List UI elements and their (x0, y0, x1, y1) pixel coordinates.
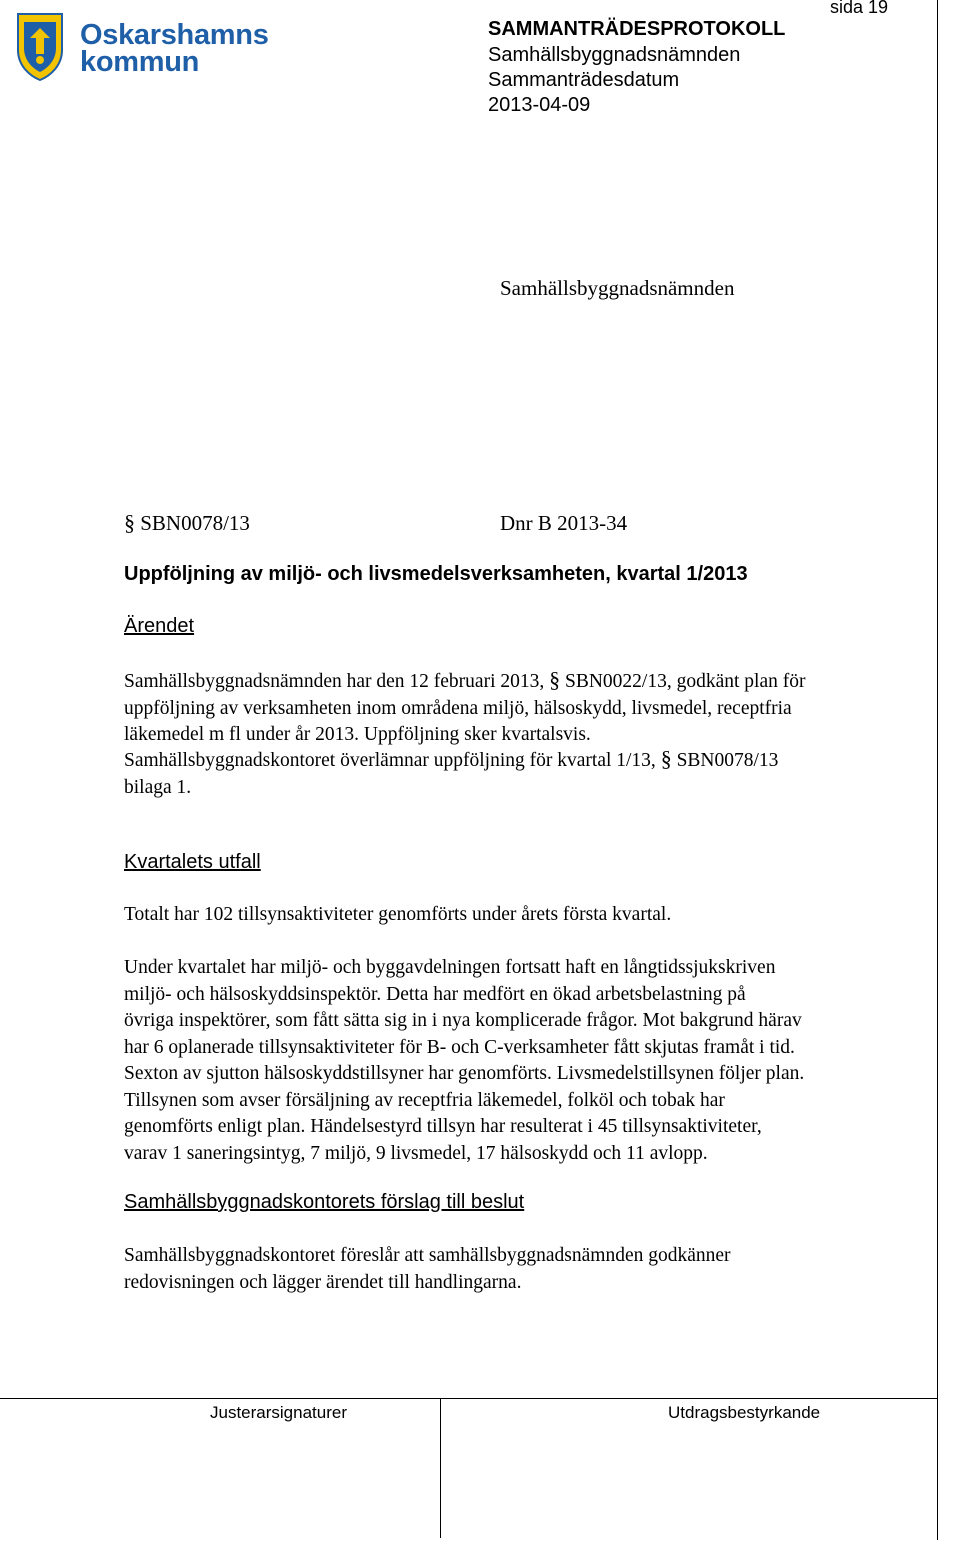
paragraph-line: Samhällsbyggnadskontoret föreslår att samhällsbyggnadsnämnden godkänner (124, 1245, 731, 1266)
logo-wordmark (80, 19, 269, 78)
paragraph-line: Under kvartalet har miljö- och byggavdelningen fortsatt haft en långtidssjukskriven (124, 957, 776, 978)
paragraph-line: Sexton av sjutton hälsoskyddstillsyner har genomförts. Livsmedelstillsynen följer plan. (124, 1063, 805, 1084)
case-id: SBN0078/13 (140, 511, 250, 535)
arendet-heading: Ärendet (124, 615, 195, 637)
paragraph-quarter-details (124, 955, 924, 1167)
paragraph-line: varav 1 saneringsintyg, 7 miljö, 9 livsmedel, 17 hälsoskydd och 11 avlopp. (124, 1142, 708, 1164)
proposal-heading: Samhällsbyggnadskontorets förslag till beslut (124, 1191, 525, 1213)
paragraph-line: Tillsynen som avser försäljning av receptfria läkemedel, folköl och tobak har (124, 1089, 725, 1111)
outcome-heading: Kvartalets utfall (124, 851, 261, 873)
page-number: sida 19 (829, 0, 888, 17)
logo-line-2: kommun (80, 46, 200, 78)
diary-number: Dnr B 2013-34 (500, 511, 628, 535)
section-symbol: § (124, 510, 135, 535)
paragraph-line (124, 667, 924, 696)
meeting-date-label: Sammanträdesdatum (488, 69, 680, 91)
paragraph-text: SBN0022/13, godkänt plan för (564, 671, 806, 692)
section-symbol: § (549, 667, 561, 692)
paragraph-proposal (124, 1243, 924, 1296)
footer-rule (0, 1398, 938, 1399)
header-board: Samhällsbyggnadsnämnden (488, 44, 741, 66)
paragraph-line: genomförts enligt plan. Händelsestyrd tillsyn har resulterat i 45 tillsynsaktiviteter, (124, 1116, 762, 1137)
paragraph-line: miljö- och hälsoskyddsinspektör. Detta har medfört en ökad arbetsbelastning på (124, 983, 746, 1005)
paragraph-line (124, 746, 924, 775)
footer-divider (440, 1398, 441, 1538)
signatures-label: Justerarsignaturer (210, 1403, 348, 1422)
protocol-title: SAMMANTRÄDESPROTOKOLL (488, 18, 786, 40)
total-activities: Totalt har 102 tillsynsaktiviteter genomförts under årets första kvartal. (124, 904, 672, 925)
board-name: Samhällsbyggnadsnämnden (500, 276, 735, 300)
paragraph-background (124, 667, 924, 749)
paragraph-line: uppföljning av verksamheten inom områdena miljö, hälsoskydd, livsmedel, receptfria (124, 697, 792, 719)
coat-of-arms-icon (14, 10, 66, 82)
paragraph-line: har 6 oplanerade tillsynsaktiviteter för B- och C-verksamheter fått skjutas framåt i tid. (124, 1036, 795, 1058)
right-margin-rule (937, 0, 938, 1540)
case-title: Uppföljning av miljö- och livsmedelsverksamheten, kvartal 1/2013 (124, 563, 748, 585)
paragraph-handover (124, 746, 924, 801)
logo-line-1: Oskarshamns (80, 19, 269, 51)
case-line (124, 510, 250, 537)
paragraph-text: Samhällsbyggnadskontoret överlämnar uppföljning för kvartal 1/13, (124, 750, 656, 771)
paragraph-text: Samhällsbyggnadsnämnden har den 12 februari 2013, (124, 671, 545, 692)
paragraph-text: SBN0078/13 (676, 750, 779, 771)
municipality-logo (14, 8, 269, 84)
paragraph-line: läkemedel m fl under år 2013. Uppföljning sker kvartalsvis. (124, 724, 591, 745)
paragraph-line: övriga inspektörer, som fått sätta sig in i nya komplicerade frågor. Mot bakgrund härav (124, 1010, 802, 1031)
paragraph-line: bilaga 1. (124, 776, 192, 798)
section-symbol: § (660, 746, 672, 771)
extract-certification-label: Utdragsbestyrkande (668, 1403, 821, 1422)
meeting-date: 2013-04-09 (488, 94, 591, 116)
paragraph-line: redovisningen och lägger ärendet till handlingarna. (124, 1271, 522, 1293)
